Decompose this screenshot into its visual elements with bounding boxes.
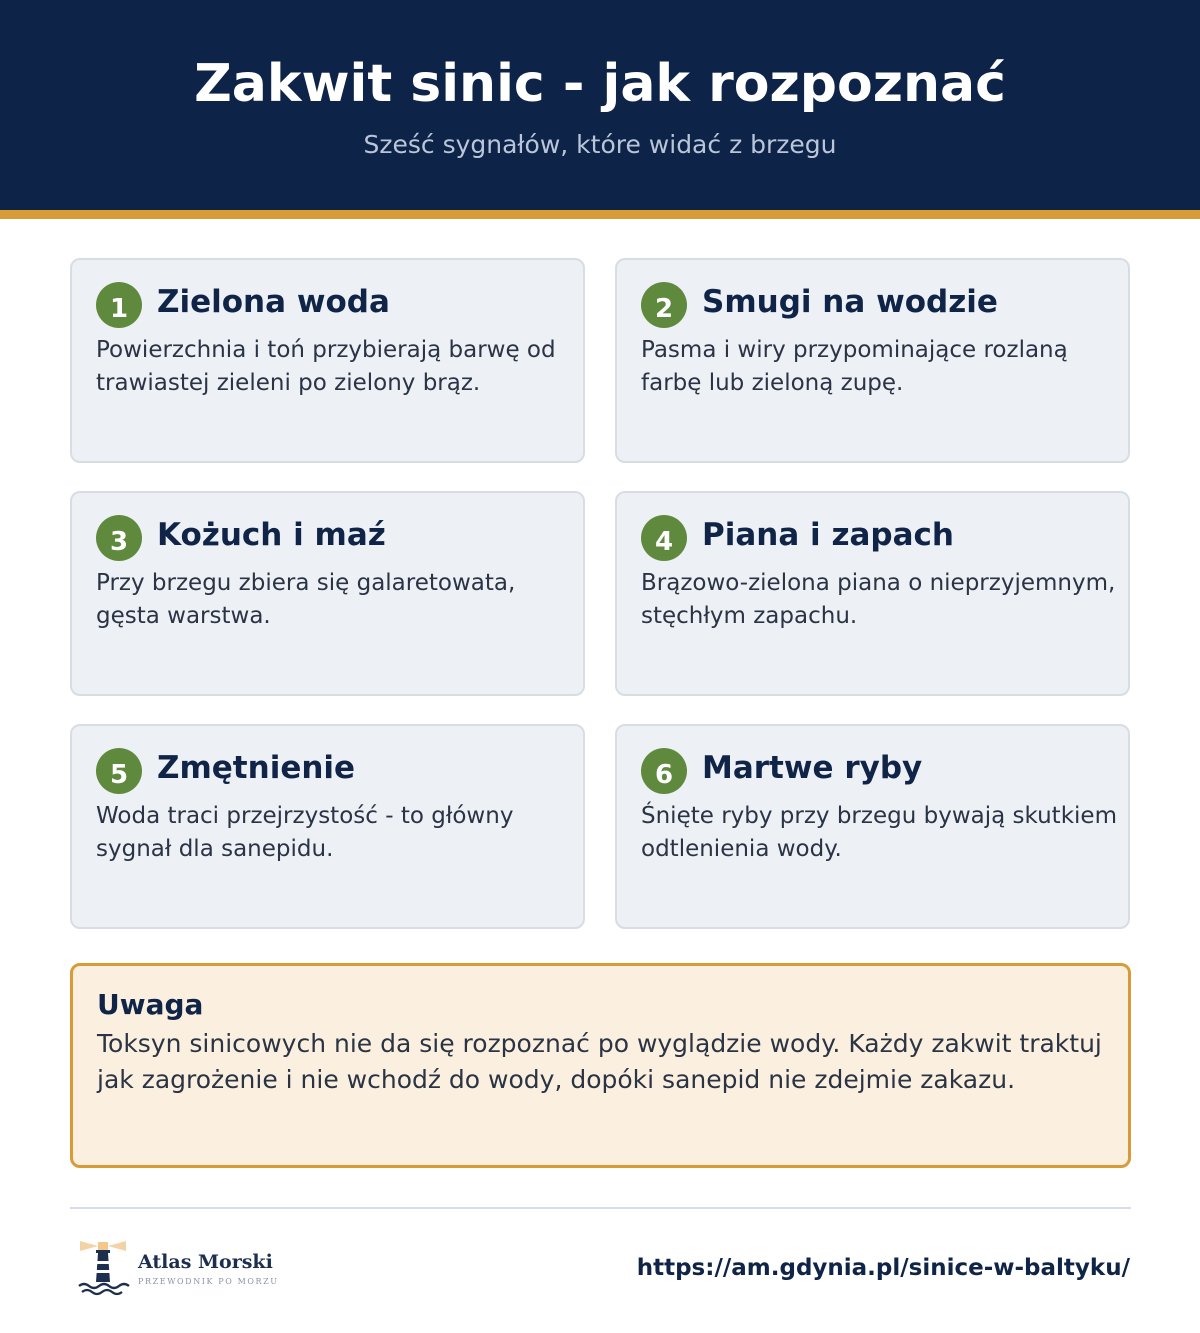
number-badge: 3: [96, 515, 142, 561]
sign-card: [615, 258, 1130, 463]
card-description: Woda traci przejrzystość - to główny sygnał dla sanepidu.: [96, 803, 514, 862]
number-badge: 1: [96, 282, 142, 328]
card-description: Pasma i wiry przypominające rozlaną farbę lub zieloną zupę.: [641, 337, 1068, 396]
source-url-link[interactable]: https://am.gdynia.pl/sinice-w-baltyku/: [636, 1255, 1130, 1281]
card-description: Brązowo-zielona piana o nieprzyjemnym, stęchłym zapachu.: [641, 570, 1116, 629]
sign-card: [70, 724, 585, 929]
logo-name: Atlas Morski: [138, 1251, 273, 1273]
footer-divider: [70, 1207, 1131, 1209]
header-accent-stripe: [0, 210, 1200, 219]
warning-title: Uwaga: [97, 988, 204, 1021]
card-title: Piana i zapach: [702, 517, 954, 553]
page-title: Zakwit sinic - jak rozpoznać: [194, 54, 1006, 114]
card-description: Śnięte ryby przy brzegu bywają skutkiem odtlenienia wody.: [641, 803, 1117, 862]
card-title: Zielona woda: [157, 284, 390, 320]
sign-card: [615, 724, 1130, 929]
atlas-morski-logo[interactable]: [76, 1240, 279, 1300]
card-title: Kożuch i maź: [157, 517, 386, 553]
header-banner: [0, 0, 1200, 210]
sign-card: [70, 491, 585, 696]
number-badge: 2: [641, 282, 687, 328]
warning-text: Toksyn sinicowych nie da się rozpoznać po wyglądzie wody. Każdy zakwit traktuj jak zagrożenie i nie wchodź do wody, dopóki sanepid nie zdejmie zakazu.: [97, 1029, 1102, 1094]
card-title: Zmętnienie: [157, 750, 356, 786]
logo-tagline: PRZEWODNIK PO MORZU: [138, 1277, 279, 1286]
card-title: Martwe ryby: [702, 750, 923, 786]
warning-box: [70, 963, 1131, 1168]
card-description: Przy brzegu zbiera się galaretowata, gęsta warstwa.: [96, 570, 516, 629]
number-badge: 6: [641, 748, 687, 794]
number-badge: 4: [641, 515, 687, 561]
number-badge: 5: [96, 748, 142, 794]
card-title: Smugi na wodzie: [702, 284, 998, 320]
card-description: Powierzchnia i toń przybierają barwę od trawiastej zieleni po zielony brąz.: [96, 337, 556, 396]
lighthouse-icon: [76, 1240, 132, 1296]
sign-card: [70, 258, 585, 463]
page-subtitle: Sześć sygnałów, które widać z brzegu: [363, 130, 837, 159]
sign-card: [615, 491, 1130, 696]
